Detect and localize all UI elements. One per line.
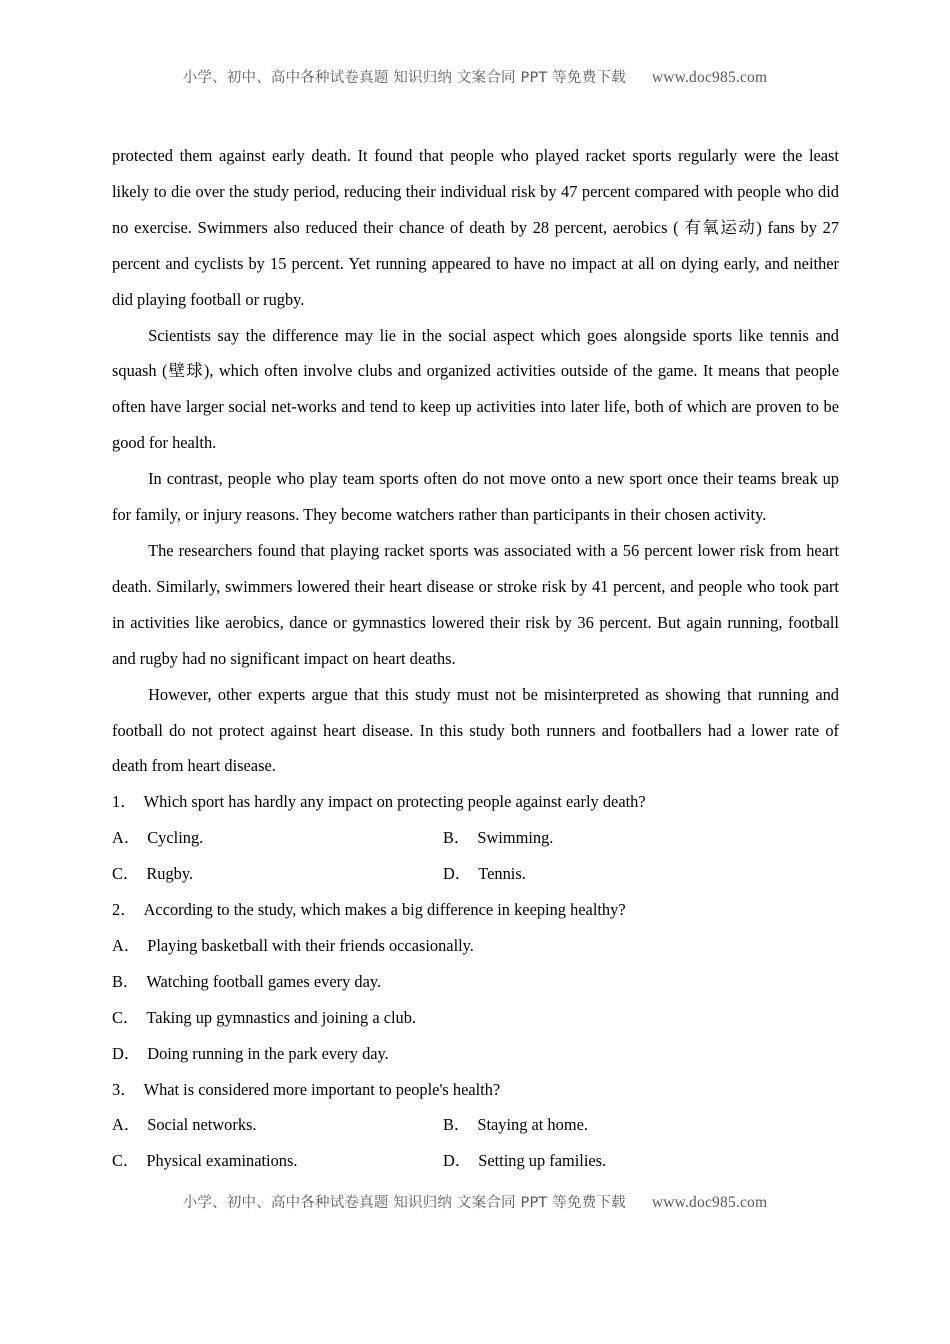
page-footer-watermark xyxy=(0,1191,950,1212)
questions-section xyxy=(112,784,839,1179)
question-1-option-d-text: Tennis. xyxy=(478,864,526,884)
question-3-stem-line xyxy=(112,1072,839,1108)
question-2-option-a-label: A． xyxy=(112,935,141,955)
question-1-option-a-label: A． xyxy=(112,828,141,848)
question-2-option-b-label: B． xyxy=(112,971,140,991)
question-2-stem-text: According to the study, which makes a big difference in keeping healthy? xyxy=(143,900,626,919)
question-3-option-a-label: A． xyxy=(112,1115,141,1135)
question-3-option-c[interactable] xyxy=(112,1143,297,1179)
question-3-option-a[interactable] xyxy=(112,1107,257,1143)
question-1-option-c-label: C． xyxy=(112,864,140,884)
question-2-option-c-label: C． xyxy=(112,1007,140,1027)
question-2-option-c-text: Taking up gymnastics and joining a club. xyxy=(146,1007,417,1027)
question-3-option-b-label: B． xyxy=(443,1115,471,1135)
page-header-watermark xyxy=(0,66,950,87)
question-2-option-d-text: Doing running in the park every day. xyxy=(147,1043,389,1063)
passage-paragraph-2: Scientists say the difference may lie in the social aspect which goes alongside sports like tennis and squash (壁球), which often involve clubs and organized activities outside of the game. It means that people often have larger social net-works and tend to keep up activities into later life, both of which are proven to be good for health. xyxy=(112,325,839,453)
passage-paragraph-5: However, other experts argue that this study must not be misinterpreted as showing that running and football do not protect against heart disease. In this study both runners and footballers had a lower rate of death from heart disease. xyxy=(112,684,839,776)
question-2-option-a-text: Playing basketball with their friends occasionally. xyxy=(147,935,474,955)
question-1-stem-line xyxy=(112,784,839,820)
question-1-option-c-text: Rugby. xyxy=(146,864,194,884)
question-3-option-d-text: Setting up families. xyxy=(478,1151,607,1171)
question-2-option-d[interactable] xyxy=(112,1036,839,1072)
question-1-option-b-text: Swimming. xyxy=(477,828,554,848)
question-3-number: 3． xyxy=(112,1079,137,1099)
question-2-option-b[interactable] xyxy=(112,964,839,1000)
question-3-option-d-label: D． xyxy=(443,1151,472,1171)
header-watermark-url: www.doc985.com xyxy=(651,69,768,86)
question-3-stem-text: What is considered more important to people's health? xyxy=(143,1079,501,1099)
question-2-option-d-label: D． xyxy=(112,1043,141,1063)
question-1-option-d-label: D． xyxy=(443,864,472,884)
passage-paragraph-4: The researchers found that playing racket sports was associated with a 56 percent lower risk from heart death. Similarly, swimmers lowered their heart disease or stroke risk by 41 percent, and people who took part in activities like aerobics, dance or gymnastics lowered their risk by 36 percent. But again running, football and rugby had no significant impact on heart deaths. xyxy=(112,540,839,668)
question-3 xyxy=(112,1072,839,1180)
header-watermark-chinese-text: 小学、初中、高中各种试卷真题 知识归纳 文案合同 PPT 等免费下载 xyxy=(182,70,626,86)
question-1-option-b[interactable] xyxy=(443,820,553,856)
question-1-option-a-text: Cycling. xyxy=(147,828,204,848)
question-2-number: 2． xyxy=(112,900,137,919)
question-1-number: 1． xyxy=(112,792,137,812)
question-3-option-b[interactable] xyxy=(443,1107,588,1143)
question-3-option-row-ab xyxy=(112,1107,839,1143)
question-3-option-row-cd xyxy=(112,1143,839,1179)
question-1-stem-text: Which sport has hardly any impact on protecting people against early death? xyxy=(143,792,646,812)
question-3-option-c-label: C． xyxy=(112,1151,140,1171)
passage-paragraph-3: In contrast, people who play team sports often do not move onto a new sport once their teams break up for family, or injury reasons. They become watchers rather than participants in their chosen activity. xyxy=(112,469,839,525)
question-2-stem-line xyxy=(112,892,839,928)
question-1-option-row-ab xyxy=(112,820,839,856)
question-1-option-c[interactable] xyxy=(112,856,193,892)
question-2-option-c[interactable] xyxy=(112,1000,839,1036)
question-2-option-a[interactable] xyxy=(112,928,839,964)
question-3-option-a-text: Social networks. xyxy=(147,1115,257,1135)
document-content xyxy=(112,138,839,1179)
footer-watermark-chinese-text: 小学、初中、高中各种试卷真题 知识归纳 文案合同 PPT 等免费下载 xyxy=(182,1195,626,1211)
question-1-option-a[interactable] xyxy=(112,820,203,856)
question-2-option-b-text: Watching football games every day. xyxy=(146,971,382,991)
question-3-option-b-text: Staying at home. xyxy=(477,1115,588,1135)
question-3-option-c-text: Physical examinations. xyxy=(146,1151,298,1171)
question-1-option-b-label: B． xyxy=(443,828,471,848)
passage-paragraph-1: protected them against early death. It found that people who played racket sports regularly were the least likely to die over the study period, reducing their individual risk by 47 percent compared with people who did no exercise. Swimmers also reduced their chance of death by 28 percent, aerobics ( 有氧运动) fans by 27 percent and cyclists by 15 percent. Yet running appeared to have no impact at all on dying early, and neither did playing football or rugby. xyxy=(112,146,839,309)
question-1-option-row-cd xyxy=(112,856,839,892)
question-3-option-d[interactable] xyxy=(443,1143,606,1179)
question-2 xyxy=(112,892,839,1072)
footer-watermark-url: www.doc985.com xyxy=(651,1194,768,1211)
question-1 xyxy=(112,784,839,892)
question-1-option-d[interactable] xyxy=(443,856,526,892)
